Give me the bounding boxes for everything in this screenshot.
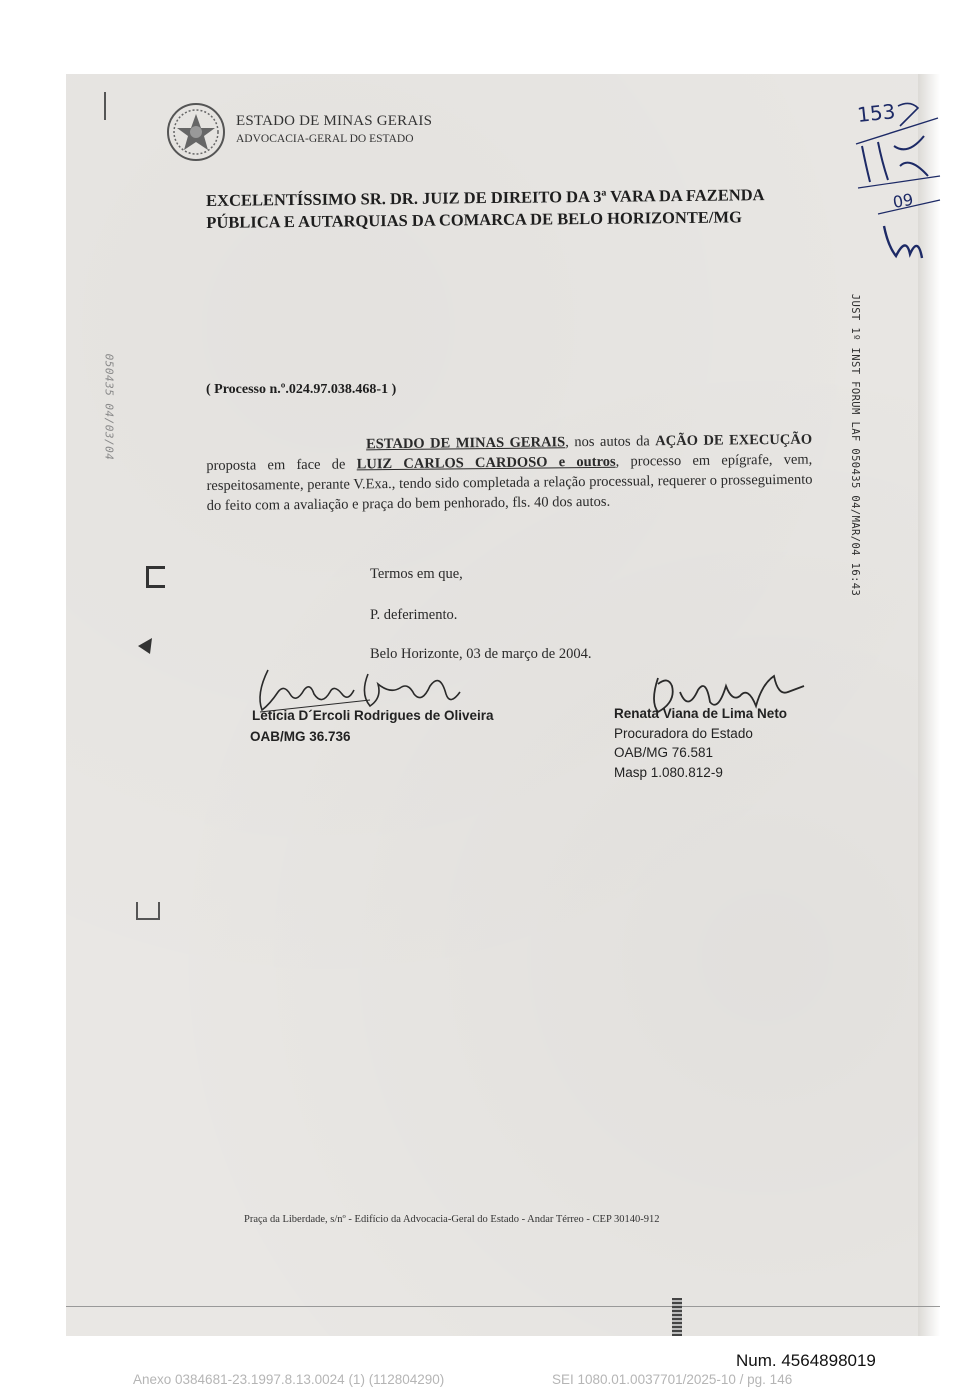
action-name: AÇÃO DE EXECUÇÃO bbox=[655, 431, 813, 450]
scan-artifact bbox=[672, 1298, 682, 1336]
sei-reference: SEI 1080.01.0037701/2025-10 / pg. 146 bbox=[552, 1372, 793, 1387]
signer-left-name: Letícia D´Ercoli Rodrigues de Oliveira bbox=[252, 708, 494, 723]
faded-stamp bbox=[98, 272, 120, 542]
signer-left-oab: OAB/MG 36.736 bbox=[250, 729, 351, 744]
scan-artifact bbox=[104, 92, 106, 120]
scan-fold-line bbox=[66, 1306, 940, 1307]
binding-clip-mark bbox=[136, 902, 160, 920]
handwritten-mark: 09 bbox=[891, 189, 915, 212]
body-text: proposta em face de bbox=[206, 456, 357, 474]
process-number: ( Processo n.º.024.97.038.468-1 ) bbox=[206, 382, 397, 397]
closing-line: P. deferimento. bbox=[370, 607, 458, 623]
handwritten-page-numbers bbox=[848, 96, 944, 266]
signer-right-name: Renata Viana de Lima Neto bbox=[614, 706, 788, 721]
document-number: Num. 4564898019 bbox=[736, 1351, 876, 1370]
punch-hole-mark bbox=[136, 636, 156, 656]
addressee-line: EXCELENTÍSSIMO SR. DR. JUIZ DE DIREITO DA 3ª VARA DA FAZENDA bbox=[206, 185, 765, 210]
body-text: , processo em epígrafe, vem, respeitosamente, perante V.Exa., tendo sido completada a relação processual, requerer o prosseguimento do feito com a avaliação e praça do bem penhorado, fls. 40 dos autos. bbox=[206, 451, 813, 514]
signer-right-oab: OAB/MG 76.581 bbox=[614, 745, 714, 760]
closing-line: Termos em que, bbox=[370, 566, 463, 582]
scanned-page bbox=[66, 74, 940, 1336]
defendant-name: LUIZ CARLOS CARDOSO e outros bbox=[356, 453, 616, 473]
party-name: ESTADO DE MINAS GERAIS bbox=[366, 434, 566, 453]
org-department: ADVOCACIA-GERAL DO ESTADO bbox=[236, 133, 414, 145]
faded-stamp-text: 050435 04/03/04 bbox=[102, 353, 116, 461]
court-stamp-text: JUST 1º INST FORUM LAF 050435 04/MAR/04 16:43 bbox=[849, 293, 861, 597]
org-name: ESTADO DE MINAS GERAIS bbox=[236, 113, 433, 129]
addressee bbox=[206, 184, 826, 234]
addressee-line: PÚBLICA E AUTARQUIAS DA COMARCA DE BELO HORIZONTE/MG bbox=[206, 207, 742, 232]
attachment-reference: Anexo 0384681-23.1997.8.13.0024 (1) (112804290) bbox=[133, 1372, 445, 1387]
petition-body bbox=[206, 430, 813, 516]
place-date: Belo Horizonte, 03 de março de 2004. bbox=[370, 646, 592, 662]
body-text: , nos autos da bbox=[565, 433, 656, 451]
court-stamp bbox=[844, 280, 866, 610]
binding-clip-mark bbox=[146, 566, 165, 588]
footer-address: Praça da Liberdade, s/nº - Edifício da Advocacia-Geral do Estado - Andar Térreo - CEP 30140-912 bbox=[244, 1214, 660, 1225]
signer-right-masp: Masp 1.080.812-9 bbox=[614, 764, 723, 780]
signer-right-block bbox=[614, 704, 787, 782]
handwritten-page-number: 153 bbox=[856, 99, 897, 127]
signer-right-role: Procuradora do Estado bbox=[614, 725, 753, 741]
state-seal-icon bbox=[166, 102, 226, 162]
